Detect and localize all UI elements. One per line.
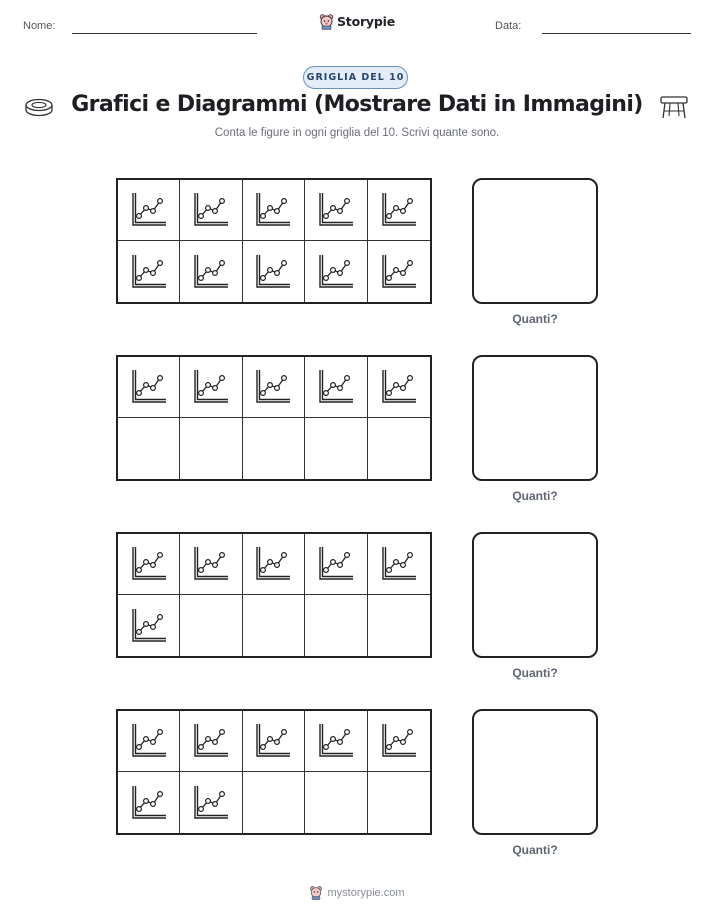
grid-cell bbox=[368, 418, 430, 479]
line-chart-icon bbox=[129, 544, 169, 584]
line-chart-icon bbox=[191, 544, 231, 584]
line-chart-icon bbox=[191, 721, 231, 761]
grid-cell bbox=[305, 357, 367, 418]
grid-cell bbox=[180, 418, 242, 479]
grid-cell bbox=[368, 595, 430, 656]
line-chart-icon bbox=[253, 367, 293, 407]
name-line[interactable] bbox=[72, 33, 257, 34]
grid-cell bbox=[368, 180, 430, 241]
ten-frame-grid bbox=[116, 709, 432, 835]
grid-cell bbox=[305, 180, 367, 241]
quanti-label: Quanti? bbox=[512, 489, 558, 503]
line-chart-icon bbox=[129, 252, 169, 292]
storypie-mascot-icon bbox=[319, 13, 334, 30]
line-chart-icon bbox=[379, 252, 419, 292]
line-chart-icon bbox=[191, 190, 231, 230]
grid-cell bbox=[118, 357, 180, 418]
grid-cell bbox=[243, 772, 305, 833]
grid-cell bbox=[180, 772, 242, 833]
line-chart-icon bbox=[253, 252, 293, 292]
grid-cell bbox=[180, 595, 242, 656]
grid-cell bbox=[305, 711, 367, 772]
grid-cell bbox=[305, 595, 367, 656]
line-chart-icon bbox=[316, 544, 356, 584]
page-title: Grafici e Diagrammi (Mostrare Dati in Immagini) bbox=[71, 92, 643, 117]
ten-frame-grid bbox=[116, 532, 432, 658]
line-chart-icon bbox=[379, 367, 419, 407]
line-chart-icon bbox=[253, 721, 293, 761]
line-chart-icon bbox=[191, 367, 231, 407]
grid-cell bbox=[118, 418, 180, 479]
grid-cell bbox=[180, 357, 242, 418]
brand-name: Storypie bbox=[337, 14, 395, 29]
name-label: Nome: bbox=[23, 20, 56, 32]
grid-cell bbox=[368, 534, 430, 595]
stool-icon bbox=[659, 94, 689, 120]
line-chart-icon bbox=[379, 190, 419, 230]
grid-cell bbox=[368, 711, 430, 772]
date-label: Data: bbox=[495, 20, 522, 32]
footer bbox=[0, 885, 714, 900]
grid-cell bbox=[243, 418, 305, 479]
grid-cell bbox=[368, 241, 430, 302]
footer-url[interactable]: mystorypie.com bbox=[327, 886, 405, 899]
grid-cell bbox=[243, 180, 305, 241]
grid-cell bbox=[118, 711, 180, 772]
line-chart-icon bbox=[191, 783, 231, 823]
grid-cell bbox=[243, 711, 305, 772]
quanti-label: Quanti? bbox=[512, 666, 558, 680]
grid-cell bbox=[180, 711, 242, 772]
grid-cell bbox=[118, 772, 180, 833]
line-chart-icon bbox=[316, 367, 356, 407]
grid-cell bbox=[305, 241, 367, 302]
grid-cell bbox=[118, 595, 180, 656]
quanti-label: Quanti? bbox=[512, 843, 558, 857]
brand bbox=[0, 13, 714, 30]
grid-cell bbox=[305, 772, 367, 833]
instructions: Conta le figure in ogni griglia del 10. Scrivi quante sono. bbox=[214, 127, 500, 139]
line-chart-icon bbox=[129, 367, 169, 407]
line-chart-icon bbox=[253, 190, 293, 230]
grid-cell bbox=[118, 534, 180, 595]
answer-box[interactable] bbox=[472, 355, 598, 481]
storypie-mascot-icon bbox=[309, 885, 323, 900]
line-chart-icon bbox=[379, 721, 419, 761]
grid-cell bbox=[243, 357, 305, 418]
answer-box[interactable] bbox=[472, 709, 598, 835]
ten-frame-grid bbox=[116, 355, 432, 481]
line-chart-icon bbox=[129, 606, 169, 646]
line-chart-icon bbox=[316, 252, 356, 292]
grid-cell bbox=[243, 595, 305, 656]
grid-cell bbox=[305, 418, 367, 479]
answer-box[interactable] bbox=[472, 178, 598, 304]
quanti-label: Quanti? bbox=[512, 312, 558, 326]
grid-cell bbox=[368, 357, 430, 418]
line-chart-icon bbox=[316, 721, 356, 761]
grid-cell bbox=[243, 241, 305, 302]
grid-cell bbox=[180, 180, 242, 241]
grid-cell bbox=[180, 241, 242, 302]
grid-cell bbox=[368, 772, 430, 833]
line-chart-icon bbox=[129, 783, 169, 823]
line-chart-icon bbox=[129, 190, 169, 230]
line-chart-icon bbox=[253, 544, 293, 584]
grid-cell bbox=[305, 534, 367, 595]
line-chart-icon bbox=[379, 544, 419, 584]
ten-frame-grid bbox=[116, 178, 432, 304]
grid-cell bbox=[243, 534, 305, 595]
grid-cell bbox=[118, 180, 180, 241]
grid-cell bbox=[180, 534, 242, 595]
answer-box[interactable] bbox=[472, 532, 598, 658]
line-chart-icon bbox=[316, 190, 356, 230]
date-line[interactable] bbox=[542, 33, 691, 34]
line-chart-icon bbox=[129, 721, 169, 761]
grid-cell bbox=[118, 241, 180, 302]
section-badge: GRIGLIA DEL 10 bbox=[303, 66, 408, 89]
line-chart-icon bbox=[191, 252, 231, 292]
